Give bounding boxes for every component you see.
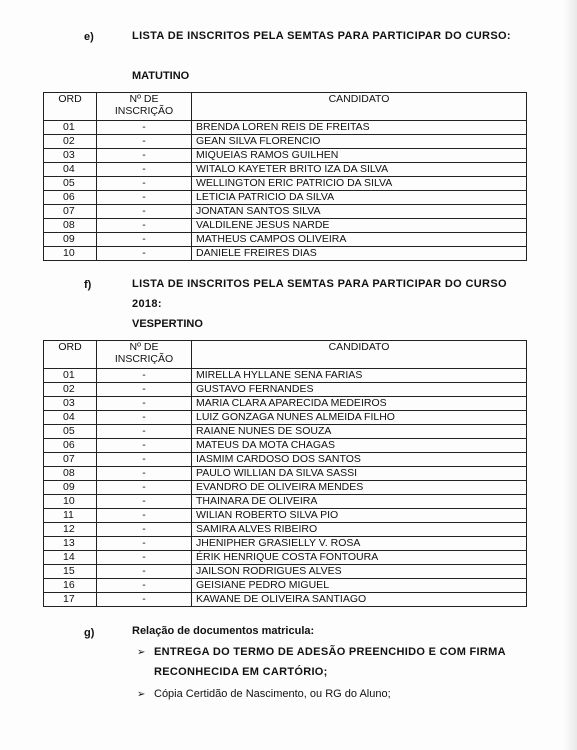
- cell-inscricao: -: [97, 383, 192, 397]
- section-e-letter: e): [84, 31, 94, 43]
- cell-inscricao: -: [97, 163, 192, 177]
- table-row: [44, 149, 527, 163]
- cell-candidato: KAWANE DE OLIVEIRA SANTIAGO: [192, 593, 527, 607]
- cell-inscricao: -: [97, 177, 192, 191]
- cell-inscricao: -: [97, 247, 192, 261]
- cell-candidato: BRENDA LOREN REIS DE FREITAS: [192, 121, 527, 135]
- cell-candidato: THAINARA DE OLIVEIRA: [192, 495, 527, 509]
- cell-inscricao: -: [97, 233, 192, 247]
- table-row: [44, 247, 527, 261]
- cell-candidato: WELLINGTON ERIC PATRICIO DA SILVA: [192, 177, 527, 191]
- table-row: [44, 397, 527, 411]
- table-row: [44, 467, 527, 481]
- arrowhead-bullet-icon: ➢: [137, 647, 146, 658]
- table-row: [44, 121, 527, 135]
- cell-ord: 04: [44, 411, 97, 425]
- column-header-inscricao-line2: INSCRIÇÃO: [114, 105, 174, 117]
- cell-ord: 16: [44, 579, 97, 593]
- section-f-shift: VESPERTINO: [132, 318, 203, 330]
- cell-candidato: SAMIRA ALVES RIBEIRO: [192, 523, 527, 537]
- cell-ord: 12: [44, 523, 97, 537]
- cell-candidato: DANIELE FREIRES DIAS: [192, 247, 527, 261]
- section-g-title: Relação de documentos matricula:: [132, 625, 315, 637]
- cell-inscricao: -: [97, 191, 192, 205]
- cell-inscricao: -: [97, 205, 192, 219]
- cell-ord: 02: [44, 383, 97, 397]
- table-row: [44, 233, 527, 247]
- cell-candidato: VALDILENE JESUS NARDE: [192, 219, 527, 233]
- cell-candidato: LUIZ GONZAGA NUNES ALMEIDA FILHO: [192, 411, 527, 425]
- cell-inscricao: -: [97, 565, 192, 579]
- cell-inscricao: -: [97, 509, 192, 523]
- cell-inscricao: -: [97, 579, 192, 593]
- cell-ord: 13: [44, 537, 97, 551]
- cell-candidato: MIQUEIAS RAMOS GUILHEN: [192, 149, 527, 163]
- section-f-title: LISTA DE INSCRITOS PELA SEMTAS PARA PARTICIPAR DO CURSO 2018:: [132, 278, 507, 310]
- cell-inscricao: -: [97, 453, 192, 467]
- column-header-candidato: CANDIDATO: [192, 93, 527, 121]
- table-row: [44, 537, 527, 551]
- cell-ord: 01: [44, 369, 97, 383]
- table-row: [44, 523, 527, 537]
- table-row: [44, 369, 527, 383]
- table-row: [44, 579, 527, 593]
- table-row: [44, 411, 527, 425]
- cell-inscricao: -: [97, 397, 192, 411]
- cell-ord: 03: [44, 397, 97, 411]
- cell-ord: 06: [44, 191, 97, 205]
- column-header-inscricao-line2: INSCRIÇÃO: [114, 353, 174, 365]
- section-e-shift: MATUTINO: [132, 70, 190, 82]
- table-vespertino: [43, 340, 527, 607]
- table-header-row: [44, 341, 527, 369]
- cell-candidato: MATHEUS CAMPOS OLIVEIRA: [192, 233, 527, 247]
- cell-candidato: LETICIA PATRICIO DA SILVA: [192, 191, 527, 205]
- cell-inscricao: -: [97, 411, 192, 425]
- table-row: [44, 593, 527, 607]
- cell-ord: 15: [44, 565, 97, 579]
- column-header-inscricao: [97, 341, 192, 369]
- table-row: [44, 509, 527, 523]
- cell-candidato: JHENIPHER GRASIELLY V. ROSA: [192, 537, 527, 551]
- doc-item-2-line1: Cópia Certidão de Nascimento, ou RG do Aluno;: [154, 688, 391, 700]
- cell-candidato: EVANDRO DE OLIVEIRA MENDES: [192, 481, 527, 495]
- cell-ord: 05: [44, 425, 97, 439]
- cell-ord: 11: [44, 509, 97, 523]
- cell-ord: 10: [44, 495, 97, 509]
- table-row: [44, 551, 527, 565]
- cell-inscricao: -: [97, 551, 192, 565]
- cell-candidato: WILIAN ROBERTO SILVA PIO: [192, 509, 527, 523]
- cell-ord: 02: [44, 135, 97, 149]
- cell-ord: 03: [44, 149, 97, 163]
- cell-ord: 09: [44, 233, 97, 247]
- cell-candidato: GEAN SILVA FLORENCIO: [192, 135, 527, 149]
- cell-ord: 04: [44, 163, 97, 177]
- table-row: [44, 163, 527, 177]
- cell-inscricao: -: [97, 495, 192, 509]
- table-row: [44, 481, 527, 495]
- table-row: [44, 383, 527, 397]
- cell-inscricao: -: [97, 121, 192, 135]
- section-g-letter: g): [84, 627, 95, 639]
- cell-ord: 08: [44, 467, 97, 481]
- table-row: [44, 425, 527, 439]
- table-row: [44, 565, 527, 579]
- section-e-title: LISTA DE INSCRITOS PELA SEMTAS PARA PARTICIPAR DO CURSO:: [132, 30, 511, 42]
- cell-ord: 10: [44, 247, 97, 261]
- section-f-letter: f): [84, 279, 92, 291]
- table-row: [44, 177, 527, 191]
- cell-ord: 17: [44, 593, 97, 607]
- cell-candidato: IASMIM CARDOSO DOS SANTOS: [192, 453, 527, 467]
- column-header-ord: ORD: [44, 341, 97, 369]
- cell-inscricao: -: [97, 593, 192, 607]
- cell-candidato: GEISIANE PEDRO MIGUEL: [192, 579, 527, 593]
- table-row: [44, 495, 527, 509]
- cell-inscricao: -: [97, 481, 192, 495]
- cell-ord: 06: [44, 439, 97, 453]
- cell-ord: 01: [44, 121, 97, 135]
- cell-ord: 07: [44, 453, 97, 467]
- table-matutino: [43, 92, 527, 261]
- cell-inscricao: -: [97, 425, 192, 439]
- table-row: [44, 205, 527, 219]
- cell-inscricao: -: [97, 219, 192, 233]
- cell-inscricao: -: [97, 369, 192, 383]
- cell-candidato: WITALO KAYETER BRITO IZA DA SILVA: [192, 163, 527, 177]
- cell-inscricao: -: [97, 537, 192, 551]
- cell-inscricao: -: [97, 439, 192, 453]
- table-row: [44, 439, 527, 453]
- cell-candidato: RAIANE NUNES DE SOUZA: [192, 425, 527, 439]
- table-row: [44, 219, 527, 233]
- cell-ord: 05: [44, 177, 97, 191]
- arrowhead-bullet-icon: ➢: [137, 689, 146, 700]
- cell-inscricao: -: [97, 149, 192, 163]
- cell-ord: 07: [44, 205, 97, 219]
- cell-candidato: ÉRIK HENRIQUE COSTA FONTOURA: [192, 551, 527, 565]
- table-header-row: [44, 93, 527, 121]
- cell-candidato: MARIA CLARA APARECIDA MEDEIROS: [192, 397, 527, 411]
- cell-ord: 08: [44, 219, 97, 233]
- table-row: [44, 135, 527, 149]
- doc-item-1-line2: RECONHECIDA EM CARTÓRIO;: [154, 666, 328, 678]
- cell-inscricao: -: [97, 523, 192, 537]
- cell-candidato: PAULO WILLIAN DA SILVA SASSI: [192, 467, 527, 481]
- cell-ord: 09: [44, 481, 97, 495]
- column-header-inscricao-line1: Nº DE: [129, 341, 159, 353]
- column-header-candidato: CANDIDATO: [192, 341, 527, 369]
- page-edge-shadow: [563, 0, 577, 750]
- cell-inscricao: -: [97, 467, 192, 481]
- column-header-ord: ORD: [44, 93, 97, 121]
- cell-candidato: MATEUS DA MOTA CHAGAS: [192, 439, 527, 453]
- table-row: [44, 453, 527, 467]
- cell-candidato: GUSTAVO FERNANDES: [192, 383, 527, 397]
- doc-item-1-line1: ENTREGA DO TERMO DE ADESÃO PREENCHIDO E COM FIRMA: [154, 646, 506, 658]
- table-row: [44, 191, 527, 205]
- cell-inscricao: -: [97, 135, 192, 149]
- column-header-inscricao-line1: Nº DE: [129, 93, 159, 105]
- cell-ord: 14: [44, 551, 97, 565]
- cell-candidato: JONATAN SANTOS SILVA: [192, 205, 527, 219]
- cell-candidato: JAILSON RODRIGUES ALVES: [192, 565, 527, 579]
- cell-candidato: MIRELLA HYLLANE SENA FARIAS: [192, 369, 527, 383]
- column-header-inscricao: [97, 93, 192, 121]
